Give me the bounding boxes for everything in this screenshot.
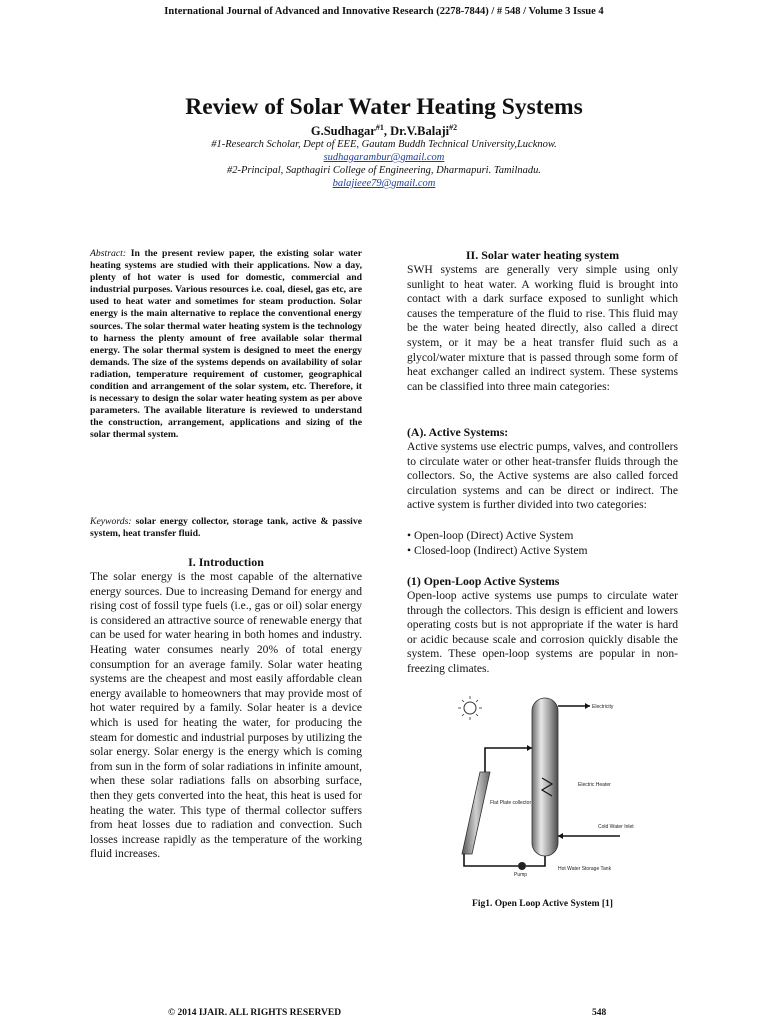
- affiliation-1: #1-Research Scholar, Dept of EEE, Gautam Buddh Technical University,Lucknow.: [211, 139, 557, 150]
- pump-icon: [518, 862, 526, 870]
- bullet-open-loop: • Open-loop (Direct) Active System: [407, 529, 574, 542]
- email-link-1[interactable]: sudhagarambur@gmail.com: [323, 152, 445, 163]
- intro-text: The solar energy is the most capable of the alternative energy sources. Due to increasing Demand for energy and rising cost of fossil type fuels (i.e., gas or oil) solar energy is considered an attractive source of renewable energy that can be used for water hearing in both homes and industry. Heating water consumes nearly 20% of total energy consumption for an average family. Solar water heating systems are the cheapest and most easily affordable clean energy available to homeowners that may provide most of hot water required by a family. Solar heater is a device which is used for heating the water, for producing the steam for domestic and industrial purposes by utilizing the solar energy. Solar energy is the energy which is coming from sun in the form of solar radiations in infinite amount, when these solar radiations falls on absorbing surface, then they gets converted into the heat, this heat is used for heating the water. This type of thermal collector suffers from heat losses due to radiation and convection. Such losses increase rapidly as the temperature of the working fluid increases.: [90, 570, 362, 861]
- label-pump: Pump: [514, 872, 528, 878]
- journal-header: International Journal of Advanced and Innovative Research (2278-7844) / # 548 / Volume 3 Issue 4: [164, 6, 604, 17]
- label-collector: Flat Plate collector: [490, 800, 532, 806]
- active-systems-heading: (A). Active Systems:: [407, 425, 509, 439]
- keywords-label: Keywords:: [90, 516, 132, 527]
- author-1: G.Sudhagar: [310, 124, 376, 139]
- label-electric-heater: Electric Heater: [578, 782, 611, 788]
- bullet-closed-loop: • Closed-loop (Indirect) Active System: [407, 544, 588, 557]
- author-2: , Dr.V.Balaji: [383, 124, 450, 139]
- open-loop-diagram: [450, 686, 660, 882]
- return-pipe: [464, 854, 518, 866]
- storage-tank: [532, 698, 558, 856]
- abstract: [90, 248, 362, 442]
- keywords-text: solar energy collector, storage tank, active & passive system, heat transfer fluid.: [90, 516, 362, 540]
- figure-caption: Fig1. Open Loop Active System [1]: [472, 899, 613, 909]
- email-link-2[interactable]: balajieee79@gmail.com: [332, 178, 436, 189]
- sun-icon: [458, 696, 482, 720]
- label-electricity: Electricity: [592, 704, 614, 710]
- hot-pipe: [485, 748, 532, 772]
- abstract-text: In the present review paper, the existing solar water heating systems are studied with their applications. Now a day, plenty of hot water is used for domestic, commercial and industrial purposes. Various resources i.e. coal, diesel, gas etc, are used to heat water and sometimes for steam production. Solar energy is the main alternative to replace the conventional energy sources. The solar thermal water heating system is the technology to harness the plenty amount of free available solar thermal energy. The solar thermal system is designed to meet the energy demands. The size of the systems depends on availability of solar radiation, temperature requirement of customer, geographical condition and arrangement of the solar system, etc. Therefore, it is necessary to design the solar water heating system as per above parameters. The available literature is reviewed to understand the construction, arrangement, applications and sizing of the solar thermal system.: [90, 248, 362, 441]
- keywords: [90, 516, 362, 540]
- collector-panel: [462, 772, 490, 854]
- authors-line: [0, 123, 768, 139]
- paper-title: Review of Solar Water Heating Systems: [185, 94, 583, 120]
- author-2-sup: #2: [449, 123, 458, 132]
- abstract-label: Abstract:: [90, 248, 127, 259]
- copyright-footer: © 2014 IJAIR. ALL RIGHTS RESERVED: [168, 1008, 342, 1018]
- page-number: 548: [592, 1008, 607, 1018]
- label-cold-water-inlet: Cold Water Inlet: [598, 824, 634, 830]
- section2-text: SWH systems are generally very simple using only sunlight to heat water. A working fluid is brought into contact with a dark surface exposed to sunlight which causes the temperature of the fluid to rise. This fluid may be the water being heated directly, also called a direct system, or it may be a heat transfer fluid such as a glycol/water mixture that is passed through some form of heat exchanger called an indirect system. These systems can be classified into three main categories:: [407, 263, 678, 393]
- open-loop-heading: (1) Open-Loop Active Systems: [407, 574, 560, 588]
- label-storage-tank: Hot Water Storage Tank: [558, 866, 612, 872]
- affiliation-2: #2-Principal, Sapthagiri College of Engineering, Dharmapuri. Tamilnadu.: [226, 165, 542, 176]
- author-1-sup: #1: [375, 123, 384, 132]
- section2-heading: II. Solar water heating system: [465, 248, 620, 262]
- open-loop-text: Open-loop active systems use pumps to circulate water through the collectors. This design is efficient and lowers operating costs but is not appropriate if the water is hard or acidic because scale and corrosion quickly disable the system. These open-loop systems are popular in non-freezing climates.: [407, 589, 678, 675]
- active-systems-text: Active systems use electric pumps, valves, and controllers to circulate water or other heat-transfer fluids through the collectors. So, the Active systems are also called forced circulation systems and can be direct or indirect. The active system is further divided into two categories:: [407, 440, 678, 512]
- intro-heading: I. Introduction: [188, 555, 264, 569]
- tank-outlet-pipe: [526, 856, 545, 866]
